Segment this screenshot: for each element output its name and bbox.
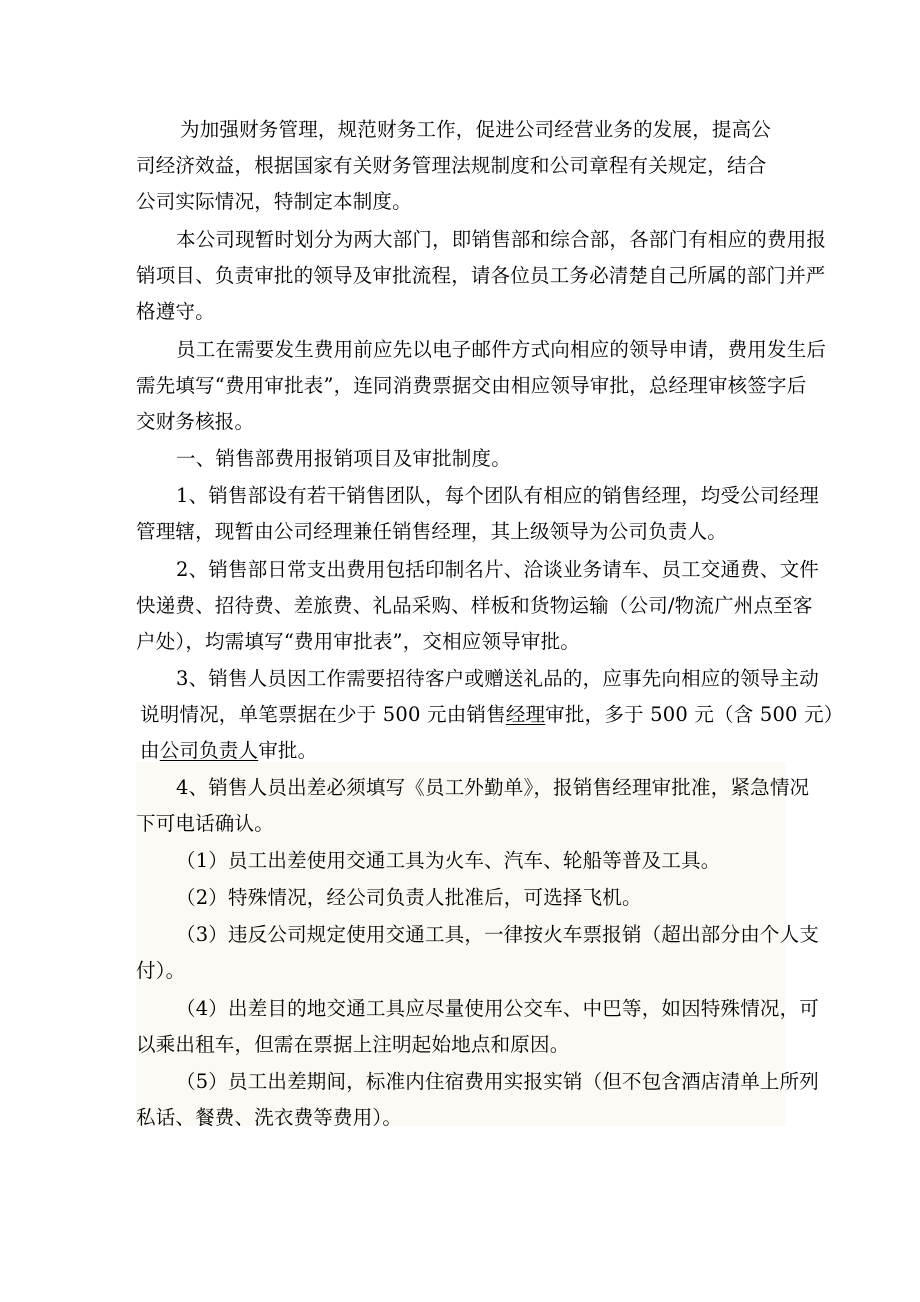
item-3-line-3-a: 由 (140, 739, 160, 762)
intro-2-line-3: 格遵守。 (136, 300, 215, 323)
item-3-line-2 (140, 702, 843, 728)
item-3-line-3 (140, 738, 317, 764)
sub-item-5-line-1: （5）员工出差期间，标准内住宿费用实报实销（但不包含酒店清单上所列 (176, 1070, 820, 1093)
item-4-line-1: 4、销售人员出差必须填写《员工外勤单》，报销售经理审批准，紧急情况 (176, 776, 810, 799)
intro-1-line-3: 公司实际情况，特制定本制度。 (136, 190, 412, 213)
item-1-line-1: 1、销售部设有若干销售团队，每个团队有相应的销售经理，均受公司经理 (176, 484, 820, 507)
item-3-line-2-a: 说明情况，单笔票据在少于 500 元由销售 (140, 703, 506, 726)
intro-3-line-1: 员工在需要发生费用前应先以电子邮件方式向相应的领导申请，费用发生后 (176, 338, 827, 361)
sub-item-3-line-2: 付）。 (136, 959, 186, 982)
intro-2-line-1: 本公司现暂时划分为两大部门，即销售部和综合部，各部门有相应的费用报 (176, 228, 827, 251)
manager-underlined: 经理 (505, 703, 546, 726)
item-2-line-2: 快递费、招待费、差旅费、礼品采购、样板和货物运输（公司/物流广州点至客 (136, 594, 813, 617)
intro-1-line-1: 为加强财务管理，规范财务工作，促进公司经营业务的发展，提高公 (180, 118, 772, 141)
sub-item-5-line-2: 私话、餐费、洗衣费等费用）。 (136, 1106, 403, 1129)
intro-2-line-2: 销项目、负责审批的领导及审批流程，请各位员工务必清楚自己所属的部门并严 (136, 264, 826, 287)
intro-1-line-2: 司经济效益，根据国家有关财务管理法规制度和公司章程有关规定，结合 (136, 154, 767, 177)
sub-item-2: （2）特殊情况，经公司负责人批准后，可选择飞机。 (176, 886, 642, 909)
item-3-line-2-b: 审批，多于 500 元（含 500 元） (545, 703, 844, 726)
item-3-line-3-b: 审批。 (258, 739, 318, 762)
sub-item-1: （1）员工出差使用交通工具为火车、汽车、轮船等普及工具。 (176, 849, 721, 872)
item-2-line-1: 2、销售部日常支出费用包括印制名片、洽谈业务请车、员工交通费、文件 (176, 558, 820, 581)
section-1-title: 一、销售部费用报销项目及审批制度。 (176, 447, 511, 470)
item-4-line-2: 下可电话确认。 (136, 812, 274, 835)
item-2-line-3: 户处），均需填写“费用审批表”，交相应领导审批。 (136, 630, 580, 653)
sub-item-4-line-1: （4）出差目的地交通工具应尽量使用公交车、中巴等，如因特殊情况，可 (176, 997, 820, 1020)
sub-item-4-line-2: 以乘出租车，但需在票据上注明起始地点和原因。 (136, 1033, 570, 1056)
sub-item-3-line-1: （3）违反公司规定使用交通工具，一律按火车票报销（超出部分由个人支 (176, 923, 820, 946)
item-3-line-1: 3、销售人员因工作需要招待客户或赠送礼品的，应事先向相应的领导主动 (176, 667, 820, 690)
intro-3-line-3: 交财务核报。 (136, 410, 255, 433)
company-head-underlined: 公司负责人 (159, 739, 259, 762)
item-1-line-2: 管理辖，现暂由公司经理兼任销售经理，其上级领导为公司负责人。 (136, 520, 728, 543)
intro-3-line-2: 需先填写“费用审批表”，连同消费票据交由相应领导审批，总经理审核签字后 (136, 374, 807, 397)
